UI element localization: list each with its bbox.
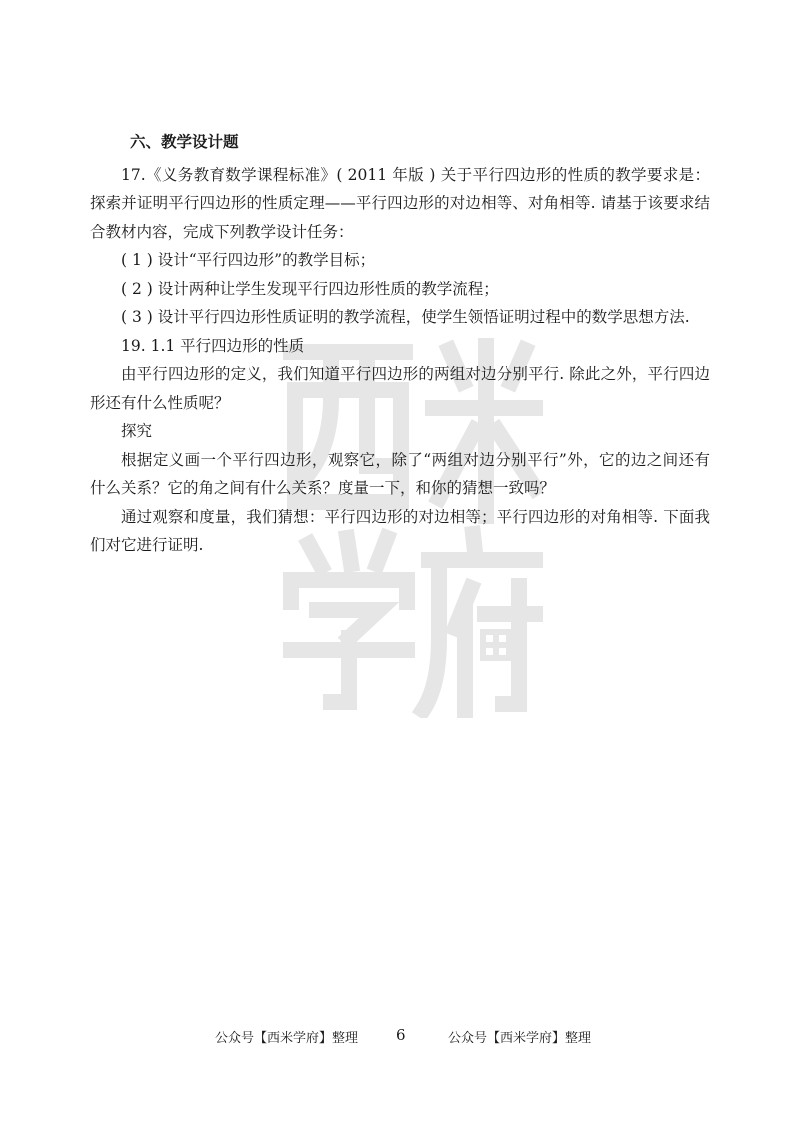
footer-right-note: 公众号【西米学府】整理 [448, 1031, 592, 1046]
task-2: ( 2 ) 设计两种让学生发现平行四边形性质的教学流程； [121, 279, 499, 298]
explore-prompt: 根据定义画一个平行四边形，观察它，除了“两组对边分别平行”外，它的边之间还有什么关系？它的角之间有什么关系？度量一下，和你的猜想一致吗？ [90, 450, 710, 497]
conjecture-text: 通过观察和度量，我们猜想：平行四边形的对边相等；平行四边形的对角相等. 下面我们对它进行证明. [90, 507, 710, 554]
section-title: 六、教学设计题 [130, 133, 239, 151]
question-17-stem: 17.《义务教育数学课程标准》( 2011 年版 ) 关于平行四边形的性质的教学要求是：探索并证明平行四边形的性质定理——平行四边形的对边相等、对角相等. 请基于该要求结合教材内容，完成下列教学设计任务： [90, 165, 710, 241]
page-content [90, 128, 710, 560]
footer-left-note: 公众号【西米学府】整理 [215, 1031, 359, 1046]
page-footer [0, 1027, 800, 1047]
task-3: ( 3 ) 设计平行四边形性质证明的教学流程，使学生领悟证明过程中的数学思想方法. [121, 308, 690, 326]
textbook-intro: 由平行四边形的定义，我们知道平行四边形的两组对边分别平行. 除此之外，平行四边形还有什么性质呢？ [90, 365, 710, 412]
page-number: 6 [396, 1026, 406, 1044]
explore-heading: 探究 [121, 422, 153, 440]
question-19-heading: 19. 1.1 平行四边形的性质 [121, 336, 305, 355]
task-1: ( 1 ) 设计“平行四边形”的教学目标； [121, 251, 376, 269]
